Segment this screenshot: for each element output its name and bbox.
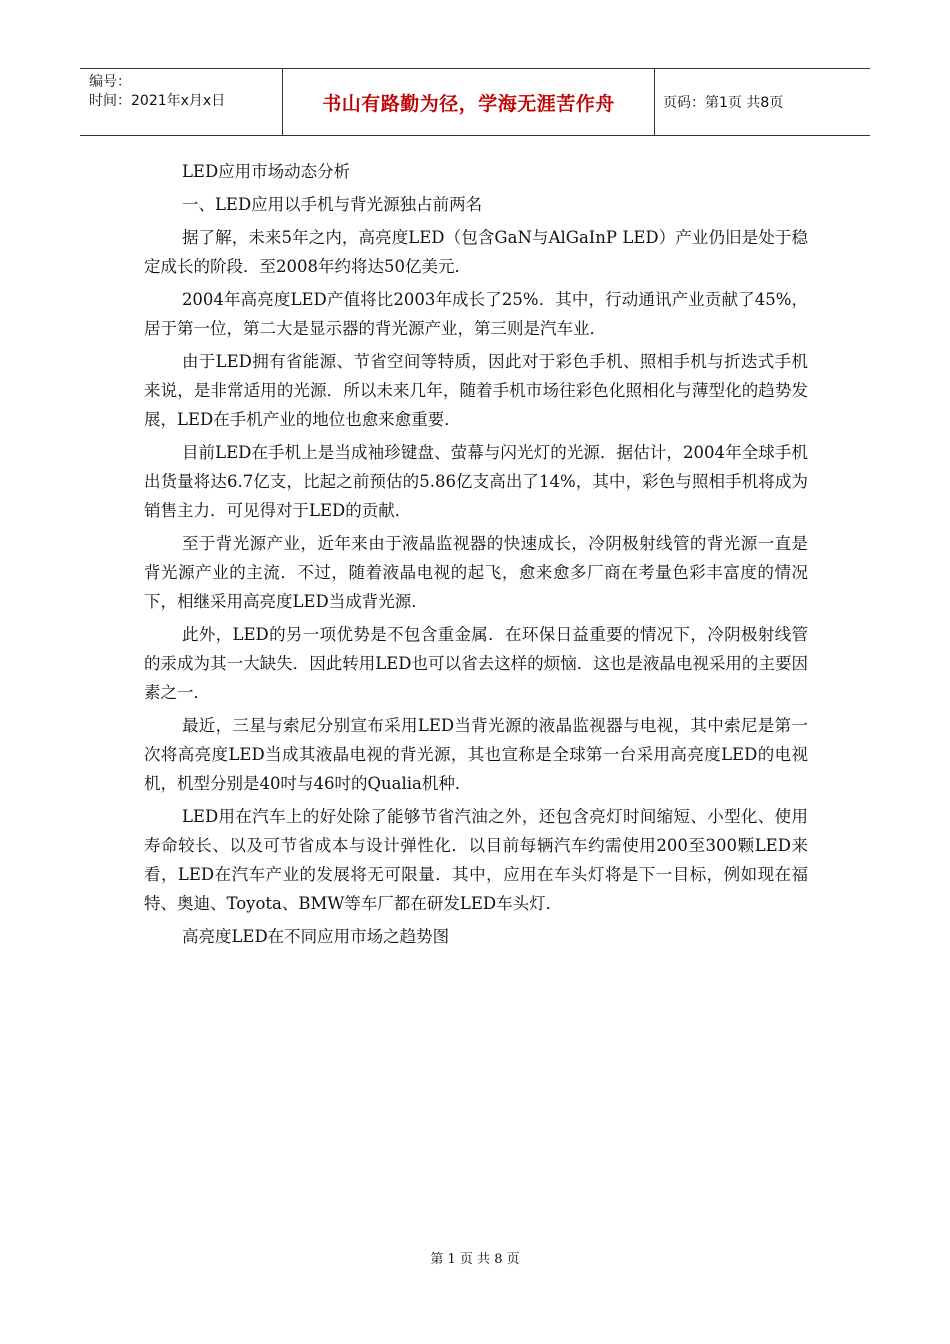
header-motto: 书山有路勤为径，学海无涯苦作舟 bbox=[283, 69, 655, 135]
header-meta bbox=[80, 69, 283, 135]
section-heading: 一、LED应用以手机与背光源独占前两名 bbox=[181, 195, 483, 214]
figure-caption: 高亮度LED在不同应用市场之趋势图 bbox=[181, 927, 450, 946]
paragraph: 2004年高亮度LED产值将比2003年成长了25%．其中，行动通讯产业贡献了45%，居于第一位，第二大是显示器的背光源产业，第三则是汽车业． bbox=[144, 290, 808, 338]
page-footer: 第 1 页 共 8 页 bbox=[430, 1252, 520, 1267]
number-label: 编号： bbox=[89, 74, 131, 90]
paragraph: 至于背光源产业，近年来由于液晶监视器的快速成长，冷阴极射线管的背光源一直是背光源产业的主流．不过，随着液晶电视的起飞，愈来愈多厂商在考量色彩丰富度的情况下，相继采用高亮度LED当成背光源． bbox=[144, 534, 808, 611]
time-label: 时间：2021年x月x日 bbox=[89, 93, 226, 109]
paragraph: 此外，LED的另一项优势是不包含重金属．在环保日益重要的情况下，冷阴极射线管的汞成为其一大缺失．因此转用LED也可以省去这样的烦恼．这也是液晶电视采用的主要因素之一． bbox=[144, 625, 808, 702]
document-title: LED应用市场动态分析 bbox=[181, 162, 351, 181]
paragraph: 最近，三星与索尼分别宣布采用LED当背光源的液晶监视器与电视，其中索尼是第一次将高亮度LED当成其液晶电视的背光源，其也宣称是全球第一台采用高亮度LED的电视机，机型分别是40吋与46吋的Qualia机种． bbox=[144, 716, 808, 793]
header-page-label: 页码：第1页 共8页 bbox=[663, 95, 784, 111]
paragraph: LED用在汽车上的好处除了能够节省汽油之外，还包含亮灯时间缩短、小型化、使用寿命较长、以及可节省成本与设计弹性化．以目前每辆汽车约需使用200至300颗LED来看，LED在汽车产业的发展将无可限量．其中，应用在车头灯将是下一目标，例如现在福特、奥迪、Toyota、BMW等车厂都在研发LED车头灯． bbox=[144, 807, 808, 913]
paragraph: 由于LED拥有省能源、节省空间等特质，因此对于彩色手机、照相手机与折迭式手机来说，是非常适用的光源．所以未来几年，随着手机市场往彩色化照相化与薄型化的趋势发展，LED在手机产业的地位也愈来愈重要． bbox=[144, 352, 808, 429]
document-body bbox=[144, 157, 808, 955]
page-header bbox=[80, 68, 870, 136]
paragraph: 据了解，未来5年之内，高亮度LED（包含GaN与AlGaInP LED）产业仍旧是处于稳定成长的阶段．至2008年约将达50亿美元． bbox=[144, 228, 808, 276]
paragraph: 目前LED在手机上是当成袖珍键盘、萤幕与闪光灯的光源．据估计，2004年全球手机出货量将达6.7亿支，比起之前预估的5.86亿支高出了14%，其中，彩色与照相手机将成为销售主力．可见得对于LED的贡献． bbox=[144, 443, 808, 520]
